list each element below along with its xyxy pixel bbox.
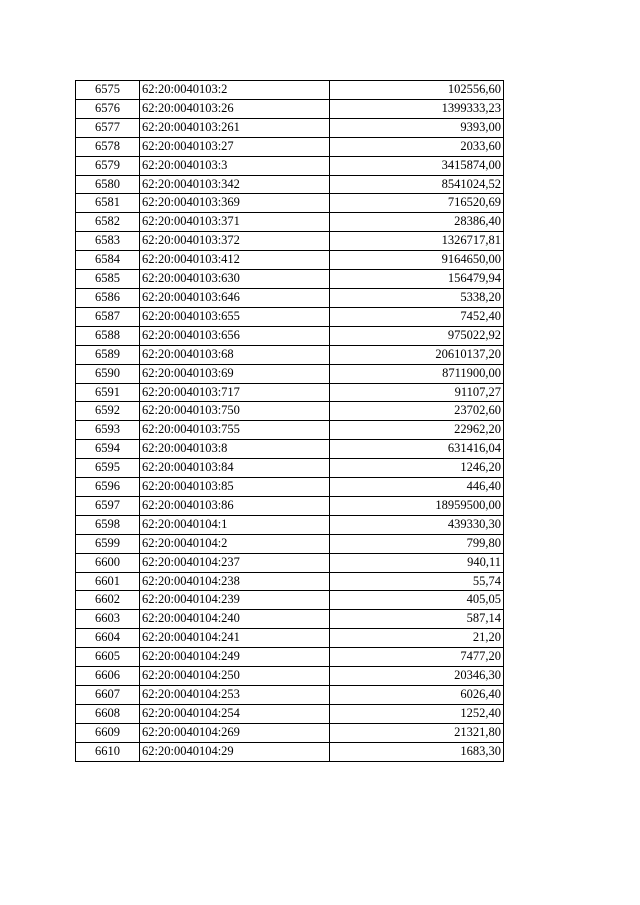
value-cell: 55,74 (330, 572, 504, 591)
cadastral-number-cell: 62:20:0040103:86 (140, 496, 330, 515)
row-number-cell: 6580 (76, 175, 140, 194)
table-row (76, 156, 504, 175)
cadastral-number-cell: 62:20:0040103:69 (140, 364, 330, 383)
value-cell: 6026,40 (330, 686, 504, 705)
table-row (76, 232, 504, 251)
table-row (76, 99, 504, 118)
value-cell: 9393,00 (330, 118, 504, 137)
table-row (76, 288, 504, 307)
cadastral-number-cell: 62:20:0040103:755 (140, 421, 330, 440)
cadastral-number-cell: 62:20:0040103:85 (140, 478, 330, 497)
row-number-cell: 6583 (76, 232, 140, 251)
value-cell: 7477,20 (330, 648, 504, 667)
cadastral-number-cell: 62:20:0040103:750 (140, 402, 330, 421)
cadastral-value-table (75, 80, 504, 762)
row-number-cell: 6586 (76, 288, 140, 307)
value-cell: 7452,40 (330, 307, 504, 326)
value-cell: 8711900,00 (330, 364, 504, 383)
value-cell: 22962,20 (330, 421, 504, 440)
cadastral-number-cell: 62:20:0040103:3 (140, 156, 330, 175)
cadastral-number-cell: 62:20:0040104:240 (140, 610, 330, 629)
value-cell: 439330,30 (330, 515, 504, 534)
cadastral-number-cell: 62:20:0040103:84 (140, 459, 330, 478)
value-cell: 8541024,52 (330, 175, 504, 194)
row-number-cell: 6600 (76, 553, 140, 572)
value-cell: 156479,94 (330, 270, 504, 289)
row-number-cell: 6575 (76, 81, 140, 100)
table-row (76, 440, 504, 459)
row-number-cell: 6604 (76, 629, 140, 648)
value-cell: 1326717,81 (330, 232, 504, 251)
row-number-cell: 6602 (76, 591, 140, 610)
row-number-cell: 6589 (76, 345, 140, 364)
value-cell: 21321,80 (330, 723, 504, 742)
cadastral-number-cell: 62:20:0040103:371 (140, 213, 330, 232)
value-cell: 5338,20 (330, 288, 504, 307)
cadastral-number-cell: 62:20:0040104:241 (140, 629, 330, 648)
row-number-cell: 6610 (76, 742, 140, 761)
cadastral-number-cell: 62:20:0040104:269 (140, 723, 330, 742)
row-number-cell: 6585 (76, 270, 140, 289)
table-row (76, 667, 504, 686)
row-number-cell: 6607 (76, 686, 140, 705)
table-row (76, 137, 504, 156)
table-row (76, 326, 504, 345)
row-number-cell: 6601 (76, 572, 140, 591)
table-row (76, 118, 504, 137)
cadastral-number-cell: 62:20:0040103:372 (140, 232, 330, 251)
value-cell: 28386,40 (330, 213, 504, 232)
table-row (76, 364, 504, 383)
row-number-cell: 6590 (76, 364, 140, 383)
table-row (76, 175, 504, 194)
cadastral-number-cell: 62:20:0040103:68 (140, 345, 330, 364)
table-row (76, 610, 504, 629)
cadastral-number-cell: 62:20:0040103:342 (140, 175, 330, 194)
value-cell: 21,20 (330, 629, 504, 648)
table-row (76, 383, 504, 402)
value-cell: 587,14 (330, 610, 504, 629)
cadastral-number-cell: 62:20:0040103:261 (140, 118, 330, 137)
cadastral-number-cell: 62:20:0040104:239 (140, 591, 330, 610)
cadastral-number-cell: 62:20:0040104:2 (140, 534, 330, 553)
table-row (76, 251, 504, 270)
row-number-cell: 6595 (76, 459, 140, 478)
table-row (76, 496, 504, 515)
row-number-cell: 6578 (76, 137, 140, 156)
table-row (76, 194, 504, 213)
table-row (76, 704, 504, 723)
cadastral-number-cell: 62:20:0040104:250 (140, 667, 330, 686)
value-cell: 1683,30 (330, 742, 504, 761)
table-row (76, 648, 504, 667)
cadastral-number-cell: 62:20:0040103:655 (140, 307, 330, 326)
cadastral-number-cell: 62:20:0040103:26 (140, 99, 330, 118)
row-number-cell: 6592 (76, 402, 140, 421)
row-number-cell: 6606 (76, 667, 140, 686)
table-body (76, 81, 504, 762)
row-number-cell: 6598 (76, 515, 140, 534)
cadastral-number-cell: 62:20:0040103:717 (140, 383, 330, 402)
table-row (76, 534, 504, 553)
table-row (76, 81, 504, 100)
value-cell: 1252,40 (330, 704, 504, 723)
value-cell: 631416,04 (330, 440, 504, 459)
value-cell: 446,40 (330, 478, 504, 497)
row-number-cell: 6587 (76, 307, 140, 326)
table-row (76, 402, 504, 421)
row-number-cell: 6588 (76, 326, 140, 345)
value-cell: 3415874,00 (330, 156, 504, 175)
row-number-cell: 6605 (76, 648, 140, 667)
value-cell: 23702,60 (330, 402, 504, 421)
table-row (76, 742, 504, 761)
value-cell: 20610137,20 (330, 345, 504, 364)
value-cell: 716520,69 (330, 194, 504, 213)
row-number-cell: 6582 (76, 213, 140, 232)
value-cell: 405,05 (330, 591, 504, 610)
row-number-cell: 6576 (76, 99, 140, 118)
table-row (76, 686, 504, 705)
row-number-cell: 6577 (76, 118, 140, 137)
value-cell: 102556,60 (330, 81, 504, 100)
row-number-cell: 6579 (76, 156, 140, 175)
cadastral-number-cell: 62:20:0040103:369 (140, 194, 330, 213)
value-cell: 20346,30 (330, 667, 504, 686)
cadastral-number-cell: 62:20:0040104:29 (140, 742, 330, 761)
cadastral-number-cell: 62:20:0040104:237 (140, 553, 330, 572)
cadastral-number-cell: 62:20:0040103:8 (140, 440, 330, 459)
table-row (76, 515, 504, 534)
cadastral-number-cell: 62:20:0040103:27 (140, 137, 330, 156)
cadastral-number-cell: 62:20:0040104:238 (140, 572, 330, 591)
table-row (76, 723, 504, 742)
table-row (76, 629, 504, 648)
value-cell: 1399333,23 (330, 99, 504, 118)
table-row (76, 459, 504, 478)
cadastral-number-cell: 62:20:0040104:249 (140, 648, 330, 667)
row-number-cell: 6596 (76, 478, 140, 497)
table-row (76, 307, 504, 326)
row-number-cell: 6597 (76, 496, 140, 515)
row-number-cell: 6599 (76, 534, 140, 553)
cadastral-number-cell: 62:20:0040104:253 (140, 686, 330, 705)
row-number-cell: 6609 (76, 723, 140, 742)
cadastral-number-cell: 62:20:0040104:254 (140, 704, 330, 723)
cadastral-number-cell: 62:20:0040103:630 (140, 270, 330, 289)
table-row (76, 572, 504, 591)
cadastral-number-cell: 62:20:0040103:656 (140, 326, 330, 345)
table-row (76, 591, 504, 610)
cadastral-number-cell: 62:20:0040104:1 (140, 515, 330, 534)
row-number-cell: 6581 (76, 194, 140, 213)
value-cell: 1246,20 (330, 459, 504, 478)
value-cell: 940,11 (330, 553, 504, 572)
table-row (76, 553, 504, 572)
cadastral-number-cell: 62:20:0040103:646 (140, 288, 330, 307)
row-number-cell: 6591 (76, 383, 140, 402)
row-number-cell: 6593 (76, 421, 140, 440)
value-cell: 2033,60 (330, 137, 504, 156)
row-number-cell: 6584 (76, 251, 140, 270)
table-row (76, 478, 504, 497)
value-cell: 975022,92 (330, 326, 504, 345)
cadastral-number-cell: 62:20:0040103:2 (140, 81, 330, 100)
value-cell: 9164650,00 (330, 251, 504, 270)
value-cell: 18959500,00 (330, 496, 504, 515)
row-number-cell: 6608 (76, 704, 140, 723)
table-row (76, 345, 504, 364)
value-cell: 799,80 (330, 534, 504, 553)
value-cell: 91107,27 (330, 383, 504, 402)
row-number-cell: 6603 (76, 610, 140, 629)
table-row (76, 421, 504, 440)
cadastral-number-cell: 62:20:0040103:412 (140, 251, 330, 270)
table-row (76, 213, 504, 232)
row-number-cell: 6594 (76, 440, 140, 459)
table-row (76, 270, 504, 289)
